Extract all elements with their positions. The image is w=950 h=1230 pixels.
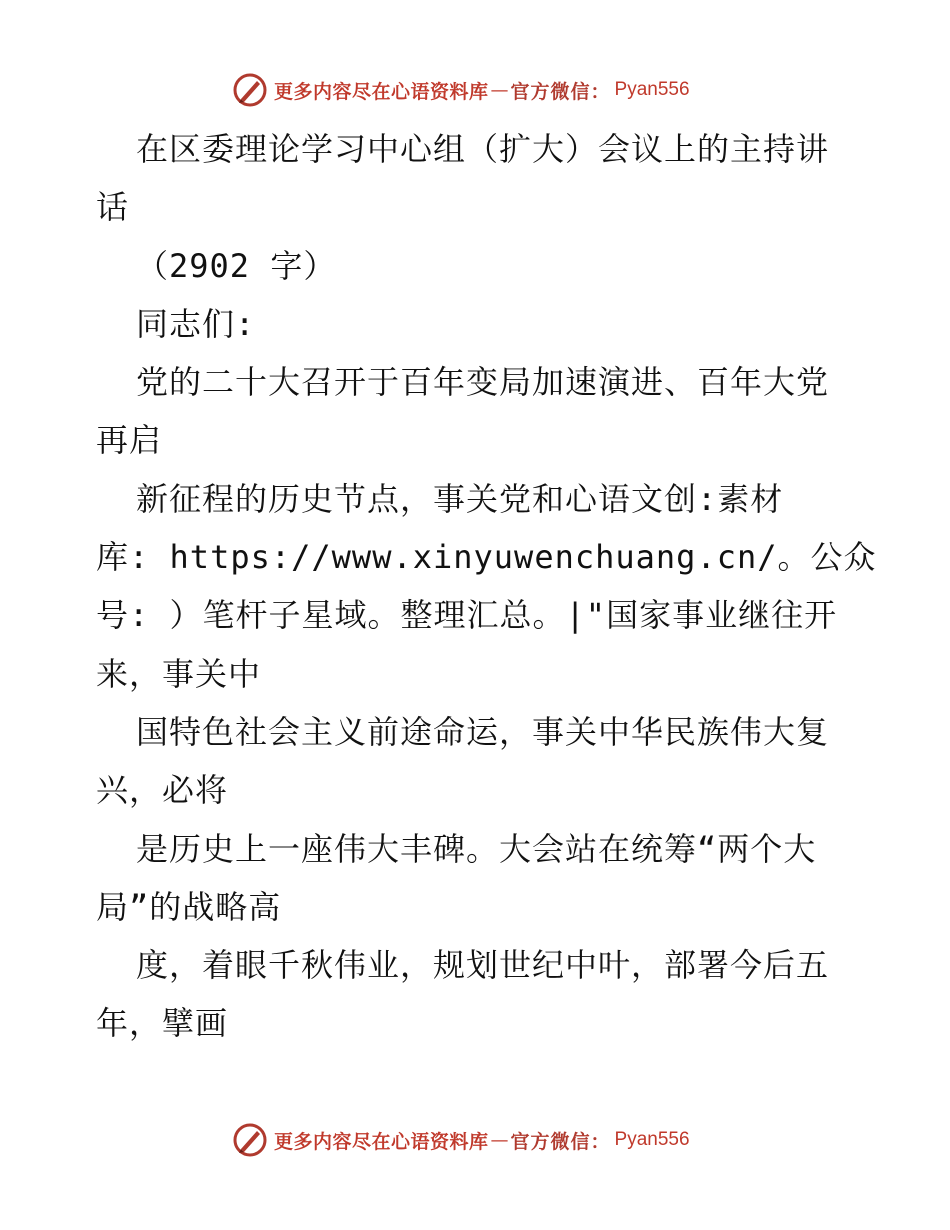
word-count: （2902 字） [136,246,337,285]
pen-logo-icon [232,72,268,108]
paragraph-line: 度，着眼千秋伟业，规划世纪中叶，部署今后五 [136,946,830,985]
banner-wechat-id: Pyan556 [614,79,690,100]
paragraph-line: 年，擘画 [96,1004,229,1043]
footer-banner [232,1120,690,1160]
paragraph-line: 新征程的历史节点，事关党和心语文创:素材 [136,479,784,518]
paragraph-line: 局”的战略高 [96,887,282,926]
banner-slogan: 更多内容尽在心语资料库 [274,1130,489,1153]
paragraph-line: 党的二十大召开于百年变局加速演进、百年大党 [136,363,830,402]
header-banner [232,70,690,110]
document-body [96,120,877,1053]
banner-wechat-id: Pyan556 [614,1129,690,1150]
paragraph-line: 国特色社会主义前途命运，事关中华民族伟大复 [136,712,830,751]
banner-dash: — [490,1129,509,1151]
banner-wechat-label: 官方微信： [510,80,611,103]
paragraph-line: 兴，必将 [96,771,229,810]
salutation: 同志们: [136,304,256,343]
paragraph-line: 来，事关中 [96,654,262,693]
title-line-2: 话 [96,188,130,227]
paragraph-line: 库: https://www.xinyuwenchuang.cn/。公众 [96,538,877,577]
banner-dash: — [490,79,509,101]
paragraph-line: 再启 [96,421,163,460]
pen-logo-icon [232,1122,268,1158]
banner-slogan: 更多内容尽在心语资料库 [274,80,489,103]
banner-wechat-label: 官方微信： [510,1130,611,1153]
paragraph-line: 是历史上一座伟大丰碑。大会站在统筹“两个大 [136,829,817,868]
paragraph-line: 号: ）笔杆子星域。整理汇总。|"国家事业继往开 [96,596,838,635]
title-line-1: 在区委理论学习中心组（扩大）会议上的主持讲 [136,130,830,168]
